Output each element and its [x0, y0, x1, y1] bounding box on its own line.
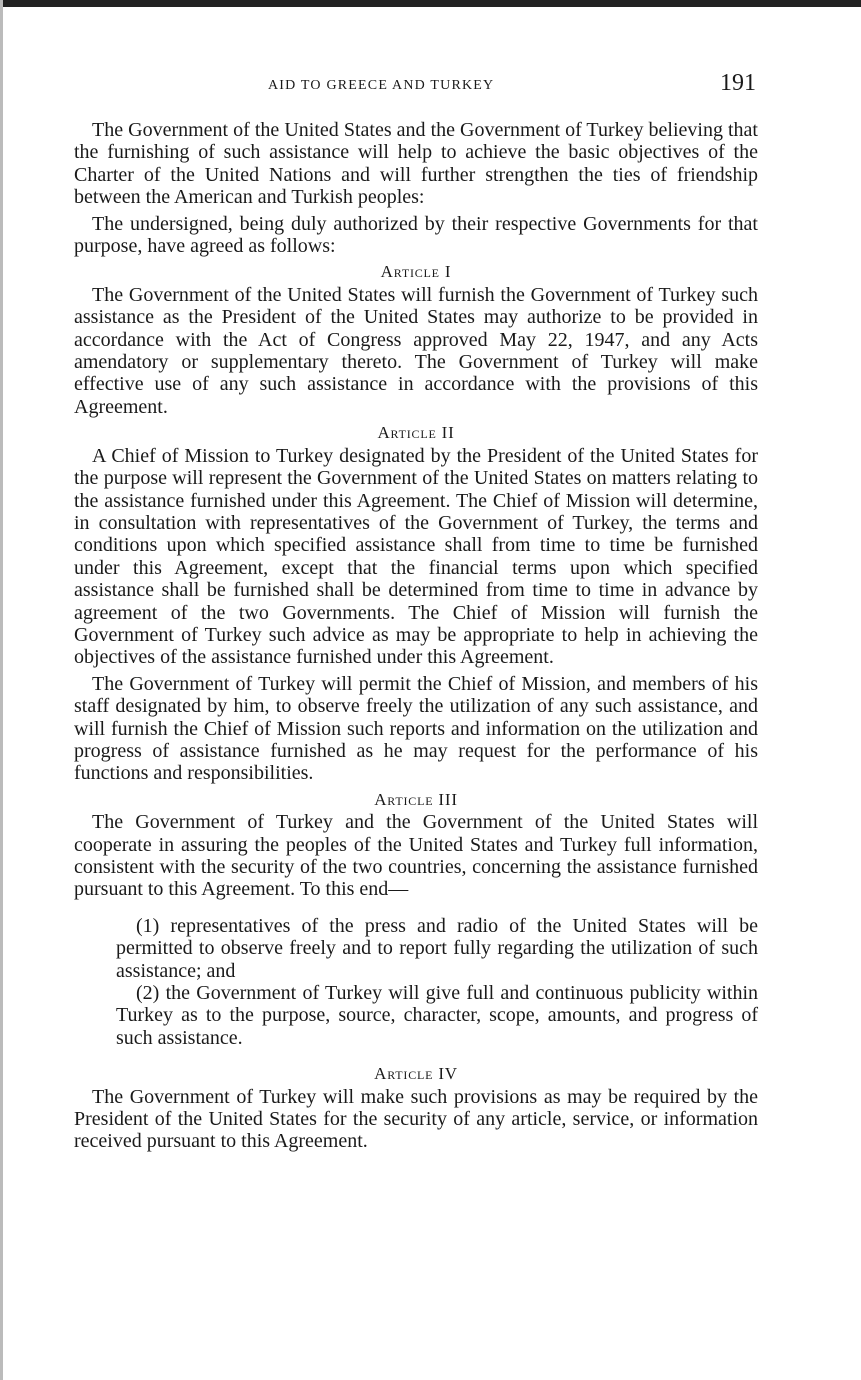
running-head — [74, 70, 758, 100]
article-heading: Article II — [377, 423, 455, 443]
article-paragraph: The Government of Turkey and the Government of the United States will cooperate in assuring the peoples of the United States and Turkey full information, consistent with the security of the two countries, concerning the assistance furnished pursuant to this Agreement. To this end— — [74, 811, 758, 901]
article-heading: Article IV — [374, 1064, 458, 1084]
article-heading: Article I — [380, 262, 452, 282]
article-heading: Article III — [374, 789, 458, 809]
article-paragraph: A Chief of Mission to Turkey designated by the President of the United States for the purpose will represent the Government of the United States on matters relating to the assistance furnished under this Agreement. The Chief of Mission will determine, in consultation with representatives of the Government of Turkey, the terms and conditions upon which specified assistance shall from time to time be furnished under this Agreement, except that the financial terms upon which specified assistance shall be furnished shall be determined from time to time in advance by agreement of the two Governments. The Chief of Mission will furnish the Government of Turkey such advice as may be appropriate to help in achieving the objectives of the assistance furnished under this Agreement. — [74, 444, 758, 669]
preamble-paragraph: The Government of the United States and the Government of Turkey believing that the furnishing of such assistance will help to achieve the basic objectives of the Charter of the United Nations and will further strengthen the ties of friendship between the American and Turkish peoples: — [74, 119, 758, 209]
preamble-paragraph: The undersigned, being duly authorized by their respective Governments for that purpose, have agreed as follows: — [74, 212, 758, 258]
article-paragraph: The Government of Turkey will permit the Chief of Mission, and members of his staff designated by him, to observe freely the utilization of any such assistance, and will furnish the Chief of Mission such reports and information on the utilization and progress of assistance furnished as he may request for the performance of his functions and responsibilities. — [74, 672, 758, 785]
page-number: 191 — [720, 70, 756, 96]
document-page — [74, 70, 758, 1153]
article-paragraph: The Government of Turkey will make such provisions as may be required by the President of the United States for the security of any article, service, or information received pursuant to this Agreement. — [74, 1085, 758, 1153]
list-item: (2) the Government of Turkey will give full and continuous publicity within Turkey as to the purpose, source, character, scope, amounts, and progress of such assistance. — [116, 982, 758, 1049]
running-title: AID TO GREECE AND TURKEY — [268, 78, 495, 93]
page-top-edge — [0, 0, 861, 7]
list-item: (1) representatives of the press and radio of the United States will be permitted to observe freely and to report fully regarding the utilization of such assistance; and — [116, 914, 758, 982]
page-left-edge — [0, 0, 3, 1380]
article-paragraph: The Government of the United States will furnish the Government of Turkey such assistance as the President of the United States may authorize to be provided in accordance with the Act of Congress approved May 22, 1947, and any Acts amendatory or supplementary thereto. The Government of Turkey will make effective use of any such assistance in accordance with the provisions of this Agreement. — [74, 283, 758, 418]
document-body — [74, 119, 758, 1153]
